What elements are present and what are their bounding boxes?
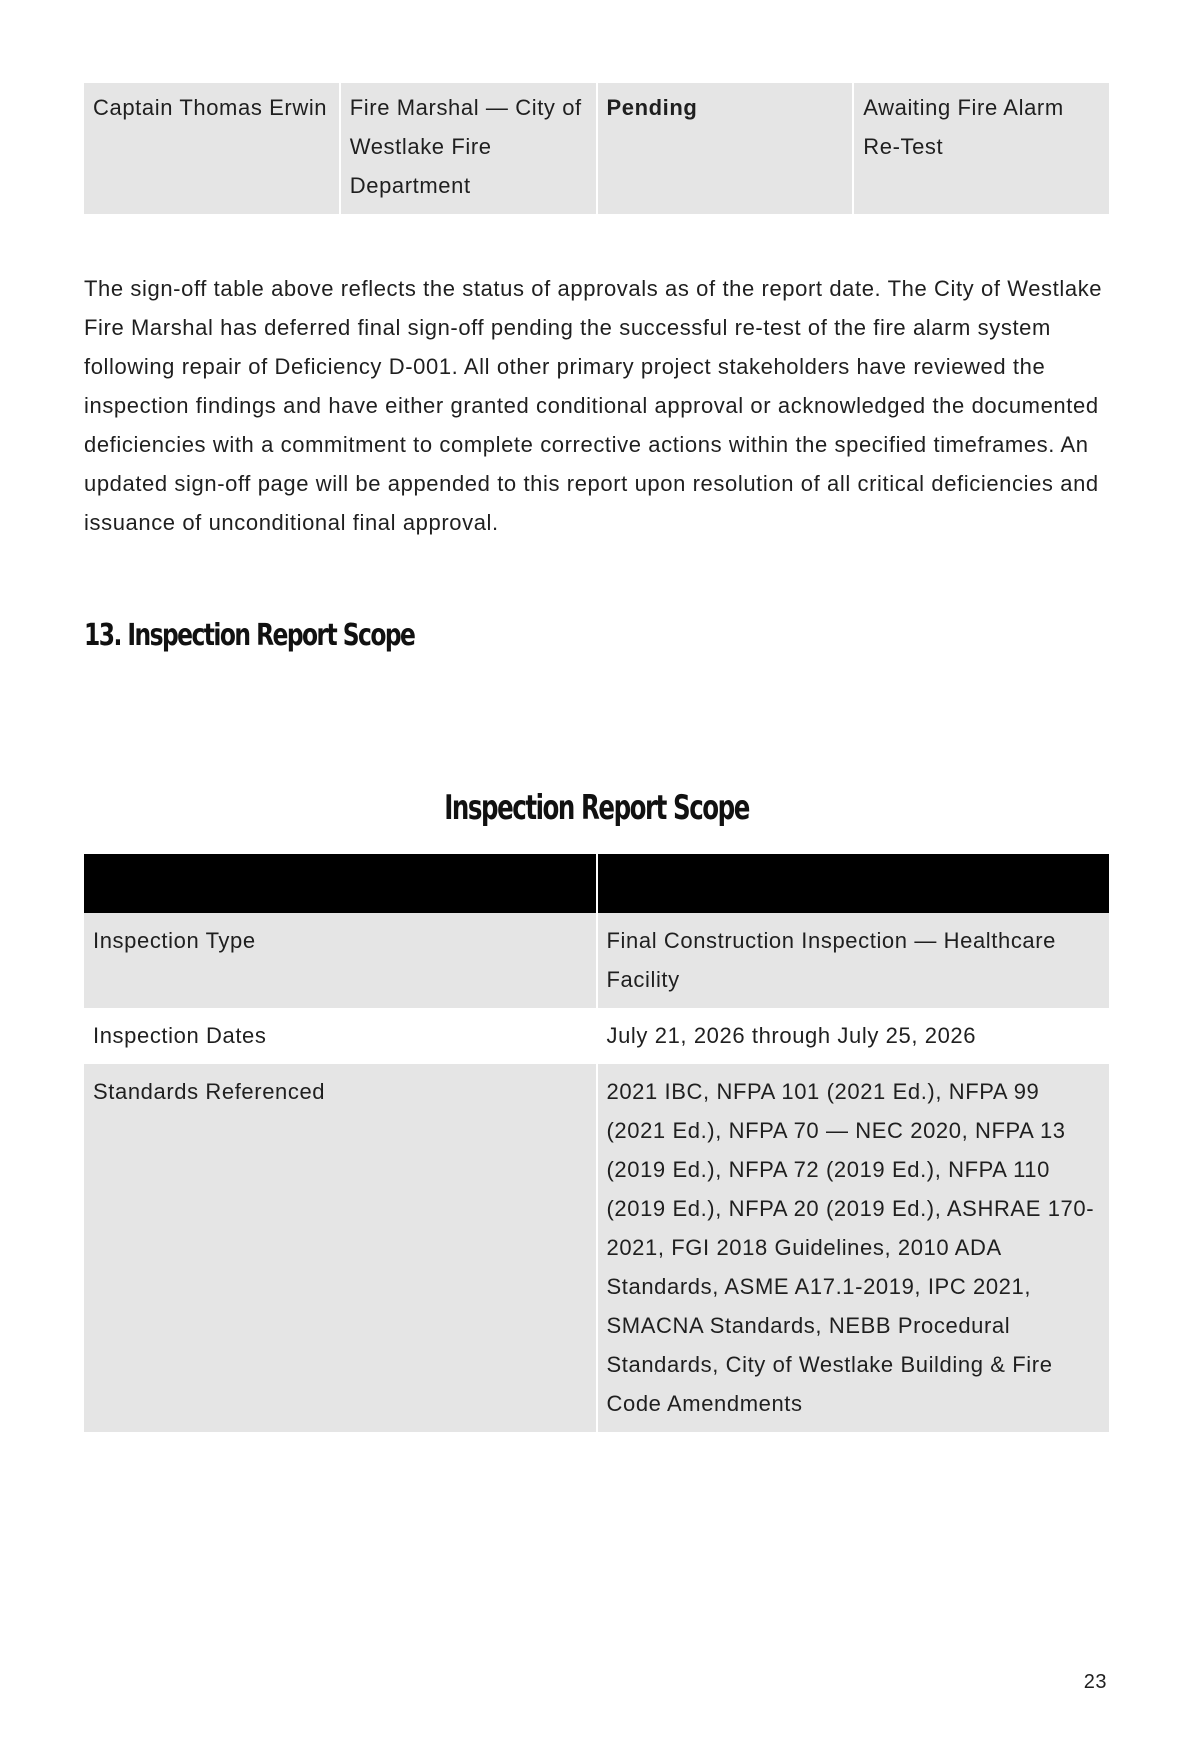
scope-table-title [84,788,1109,828]
scope-value-cell: 2021 IBC, NFPA 101 (2021 Ed.), NFPA 99 (2021 Ed.), NFPA 70 — NEC 2020, NFPA 13 (2019 Ed.), NFPA 72 (2019 Ed.), NFPA 110 (2019 Ed.), NFPA 20 (2019 Ed.), ASHRAE 170-2021, FGI 2018 Guidelines, 2010 ADA Standards, ASME A17.1-2019, IPC 2021, SMACNA Standards, NEBB Procedural Standards, City of Westlake Building & Fire Code Amendments [598,1064,1110,1432]
scope-header-cell-label [84,854,596,913]
scope-value-cell: July 21, 2026 through July 25, 2026 [598,1008,1110,1064]
scope-table-header-row [84,854,1109,913]
scope-value-cell: Final Construction Inspection — Healthcare Facility [598,913,1110,1008]
signoff-table [82,83,1111,214]
scope-label-cell: Inspection Dates [84,1008,596,1064]
section-heading: 13. Inspection Report Scope [84,618,415,653]
scope-table-title-text: Inspection Report Scope [444,788,749,828]
table-row [84,1008,1109,1064]
scope-table [82,854,1111,1432]
scope-label-cell: Standards Referenced [84,1064,596,1432]
table-row [84,1064,1109,1432]
document-page [84,83,1109,1416]
signoff-role-cell: Fire Marshal — City of Westlake Fire Department [341,83,596,214]
table-row [84,83,1109,214]
signoff-summary-paragraph: The sign-off table above reflects the status of approvals as of the report date. The City of Westlake Fire Marshal has deferred final sign-off pending the successful re-test of the fire alarm system following repair of Deficiency D-001. All other primary project stakeholders have reviewed the inspection findings and have either granted conditional approval or acknowledged the documented deficiencies with a commitment to complete corrective actions within the specified timeframes. An updated sign-off page will be appended to this report upon resolution of all critical deficiencies and issuance of unconditional final approval. [84,276,1103,535]
table-row [84,913,1109,1008]
signoff-name-cell: Captain Thomas Erwin [84,83,339,214]
signoff-notes-cell: Awaiting Fire Alarm Re-Test [854,83,1109,214]
scope-label-cell: Inspection Type [84,913,596,1008]
scope-header-cell-value [598,854,1110,913]
scope-table-container [84,854,1111,1432]
signoff-status-cell: Pending [598,83,853,214]
page-number: 23 [1083,1671,1107,1693]
